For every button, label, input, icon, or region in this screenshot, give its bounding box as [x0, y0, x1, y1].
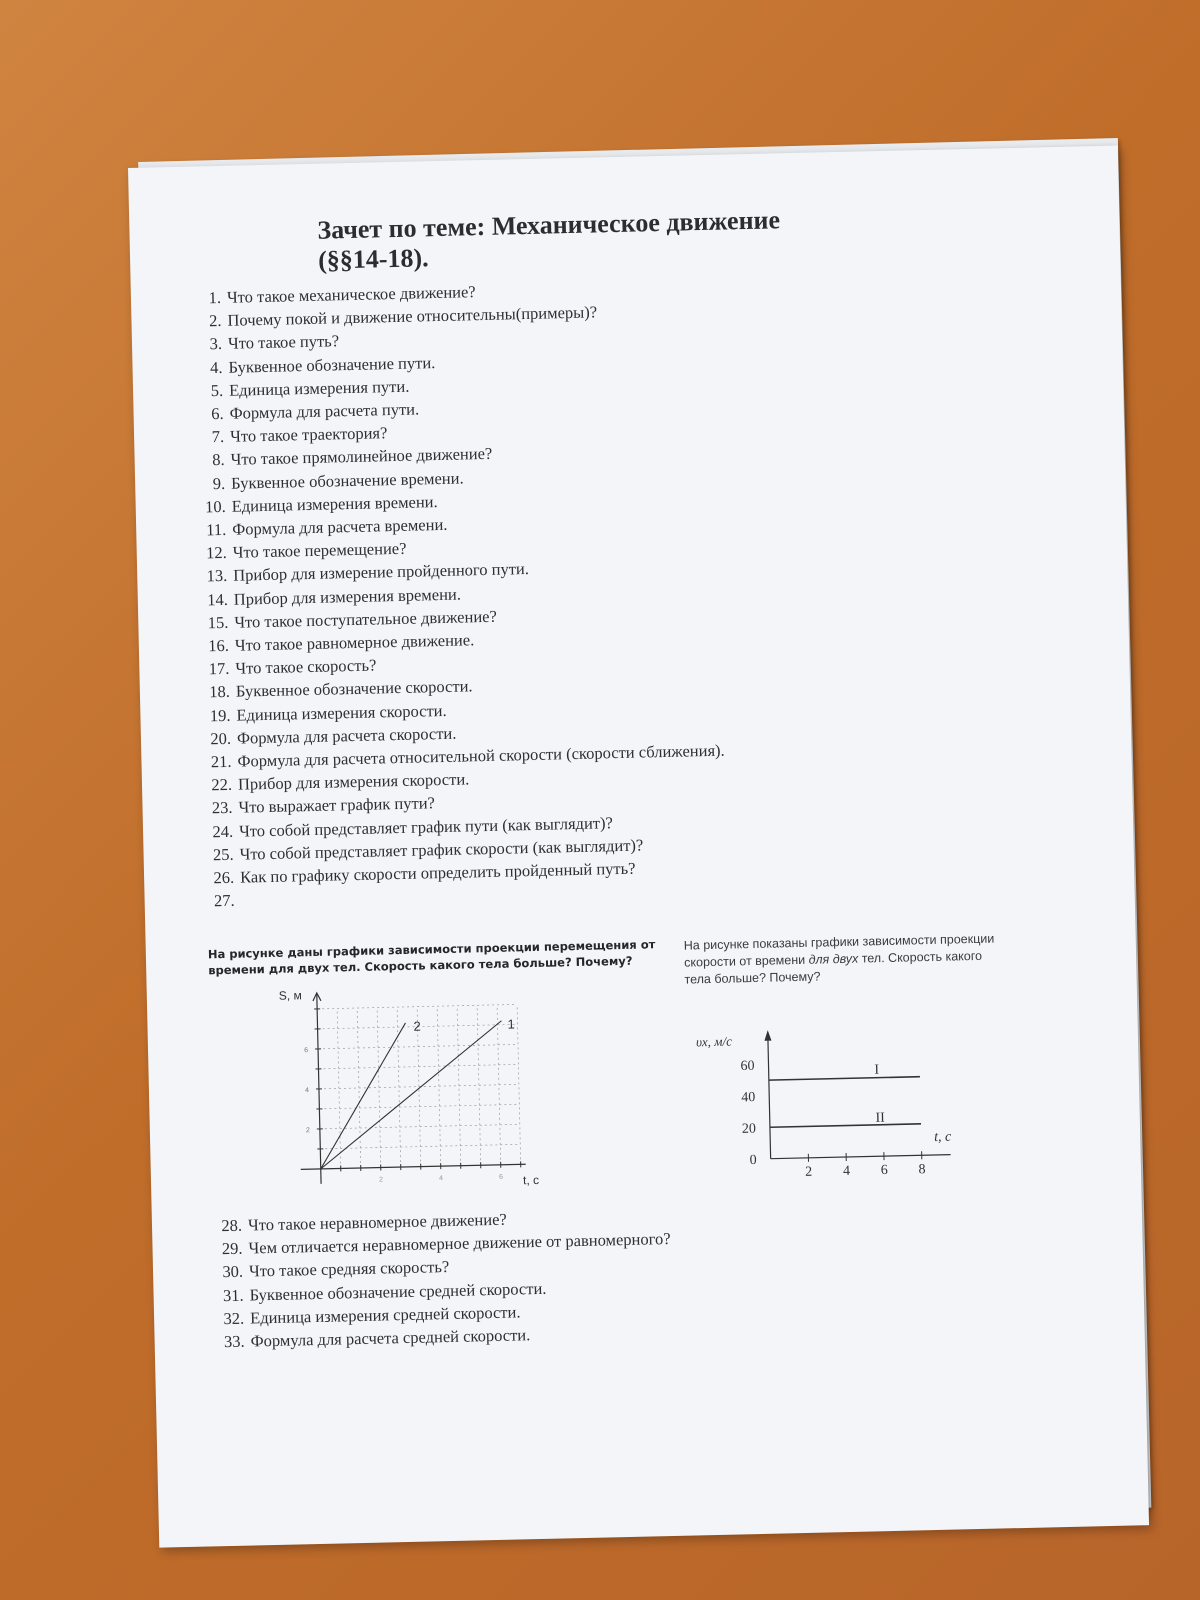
- question-text: Почему покой и движение относительны(примеры)?: [227, 302, 598, 330]
- question-text: Что такое путь?: [227, 331, 340, 354]
- question-text: Что собой представляет график пути (как выглядит)?: [238, 812, 614, 841]
- question-text: Что такое перемещение?: [232, 539, 407, 562]
- grid-line: [517, 1004, 521, 1164]
- question-number: 9.: [212, 473, 226, 493]
- y-tick-label: 20: [741, 1121, 757, 1137]
- question-number: 8.: [212, 450, 225, 470]
- y-axis-arrow: [765, 1032, 771, 1041]
- figure-right-caption: [684, 930, 1005, 988]
- x-tick-label: 4: [842, 1163, 851, 1180]
- x-axis-label: t, c: [522, 1172, 540, 1188]
- y-tick-label: 0: [749, 1152, 757, 1169]
- question-text: Что выражает график пути?: [238, 793, 436, 818]
- question-text: Прибор для измерения времени.: [233, 584, 462, 609]
- question-number: 19.: [209, 705, 231, 725]
- x-tick-label: 6: [880, 1163, 888, 1179]
- question-text: Что такое неравномерное движение?: [247, 1209, 507, 1235]
- question-text: Что такое средняя скорость?: [248, 1257, 450, 1281]
- question-text: Что такое поступательное движение?: [234, 606, 498, 632]
- question-text: Буквенное обозначение пути.: [228, 352, 436, 377]
- question-number: 20.: [210, 728, 232, 749]
- question-number: 2.: [208, 311, 222, 331]
- question-number: 32.: [223, 1308, 245, 1328]
- question-text: Что такое механическое движение?: [226, 282, 476, 307]
- question-text: Прибор для измерения скорости.: [237, 769, 470, 794]
- question-number: 18.: [209, 682, 231, 702]
- x-tick-label: 2: [378, 1176, 384, 1184]
- question-number: 1.: [208, 287, 222, 308]
- y-axis: [768, 1034, 771, 1159]
- y-tick-label: 4: [304, 1087, 310, 1095]
- y-axis-label: υx, м/с: [695, 1033, 733, 1050]
- question-list-part2: [214, 1204, 673, 1354]
- question-text: Что собой представляет график скорости (как выглядит)?: [239, 835, 644, 864]
- y-tick-label: 2: [305, 1127, 310, 1135]
- caption-right-part2: тел. Скорость какого тела больше? Почему?: [684, 948, 983, 987]
- line-label-I: I: [874, 1062, 880, 1078]
- question-number: 17.: [208, 659, 230, 679]
- question-number: 29.: [221, 1238, 243, 1259]
- y-tick-label: 40: [741, 1090, 756, 1106]
- question-text: Что такое равномерное движение.: [234, 630, 475, 655]
- line-label-2: 2: [413, 1018, 421, 1034]
- y-axis-label: S, м: [278, 988, 302, 1003]
- question-text: Формула для расчета скорости.: [236, 723, 457, 748]
- question-text: Единица измерения пути.: [228, 376, 410, 400]
- line-label-1: 1: [507, 1016, 515, 1032]
- question-text: Прибор для измерение пройденного пути.: [233, 559, 530, 586]
- series-line-I: [769, 1077, 920, 1080]
- x-tick-label: 8: [918, 1162, 926, 1178]
- question-text: Чем отличается неравномерное движение от равномерного?: [248, 1229, 671, 1258]
- question-text: Единица измерения средней скорости.: [249, 1302, 521, 1328]
- y-tick-label: 60: [740, 1058, 755, 1075]
- worksheet-page: [128, 146, 1149, 1548]
- question-text: Формула для расчета относительной скорости (скорости сближения).: [237, 740, 725, 771]
- question-number: 14.: [206, 589, 229, 609]
- question-number: 23.: [211, 798, 233, 818]
- x-axis: [771, 1155, 951, 1159]
- page-title: Зачет по теме: Механическое движение (§§14-18).: [317, 205, 781, 275]
- question-text: Что такое прямолинейное движение?: [230, 444, 493, 470]
- question-text: Формула для расчета пути.: [229, 399, 420, 423]
- question-number: 10.: [204, 496, 226, 517]
- question-number: 26.: [213, 867, 235, 888]
- question-text: Единица измерения скорости.: [236, 700, 447, 725]
- question-number: 16.: [208, 635, 230, 656]
- question-number: 15.: [207, 612, 229, 633]
- question-text: Буквенное обозначение времени.: [230, 468, 464, 493]
- grid-line: [317, 1004, 517, 1009]
- caption-right-part1: На рисунке показаны графики зависимости проекции скорости от времени: [683, 931, 995, 970]
- series-line-II: [770, 1124, 921, 1127]
- question-number: 12.: [205, 543, 227, 563]
- question-text: Как по графику скорости определить пройденный путь?: [239, 858, 636, 887]
- series-line-2: [317, 1023, 408, 1169]
- question-number: 22.: [211, 775, 233, 795]
- question-number: 11.: [205, 519, 227, 540]
- question-text: Единица измерения времени.: [231, 491, 438, 516]
- question-number: 30.: [222, 1262, 244, 1282]
- question-list-part1: [193, 275, 728, 913]
- question-number: 27.: [213, 891, 235, 911]
- question-text: Буквенное обозначение средней скорости.: [249, 1278, 547, 1305]
- question-number: 31.: [222, 1285, 244, 1305]
- question-number: 21.: [210, 751, 232, 772]
- question-number: 24.: [212, 821, 234, 841]
- question-number: 4.: [209, 357, 223, 377]
- question-text: Что такое траектория?: [229, 423, 388, 446]
- question-number: 25.: [212, 844, 234, 865]
- question-number: 6.: [211, 403, 224, 424]
- x-tick-label: 2: [805, 1164, 813, 1180]
- question-number: 13.: [206, 566, 228, 586]
- question-number: 3.: [209, 334, 223, 354]
- question-number: 28.: [221, 1215, 243, 1236]
- question-text: Формула для расчета средней скорости.: [250, 1325, 531, 1351]
- question-number: 5.: [210, 380, 224, 400]
- x-axis-label: t, c: [934, 1129, 952, 1145]
- velocity-time-chart: [695, 1024, 992, 1200]
- question-text: Формула для расчета времени.: [232, 514, 448, 539]
- figure-left-caption: На рисунке даны графики зависимости проекции перемещения от времени для двух тел. Скорость какого тела больше? Почему?: [207, 937, 656, 978]
- displacement-time-chart: [267, 988, 540, 1215]
- question-text: Что такое скорость?: [235, 655, 377, 678]
- x-axis: [301, 1164, 526, 1169]
- x-tick-label: 4: [438, 1175, 444, 1183]
- x-tick-label: 6: [498, 1173, 504, 1181]
- question-text: Буквенное обозначение скорости.: [235, 676, 473, 702]
- y-tick-label: 6: [304, 1047, 309, 1055]
- line-label-II: II: [875, 1110, 886, 1126]
- question-number: 33.: [223, 1331, 245, 1352]
- caption-right-italic: для двух: [808, 951, 859, 967]
- question-number: 7.: [211, 427, 225, 447]
